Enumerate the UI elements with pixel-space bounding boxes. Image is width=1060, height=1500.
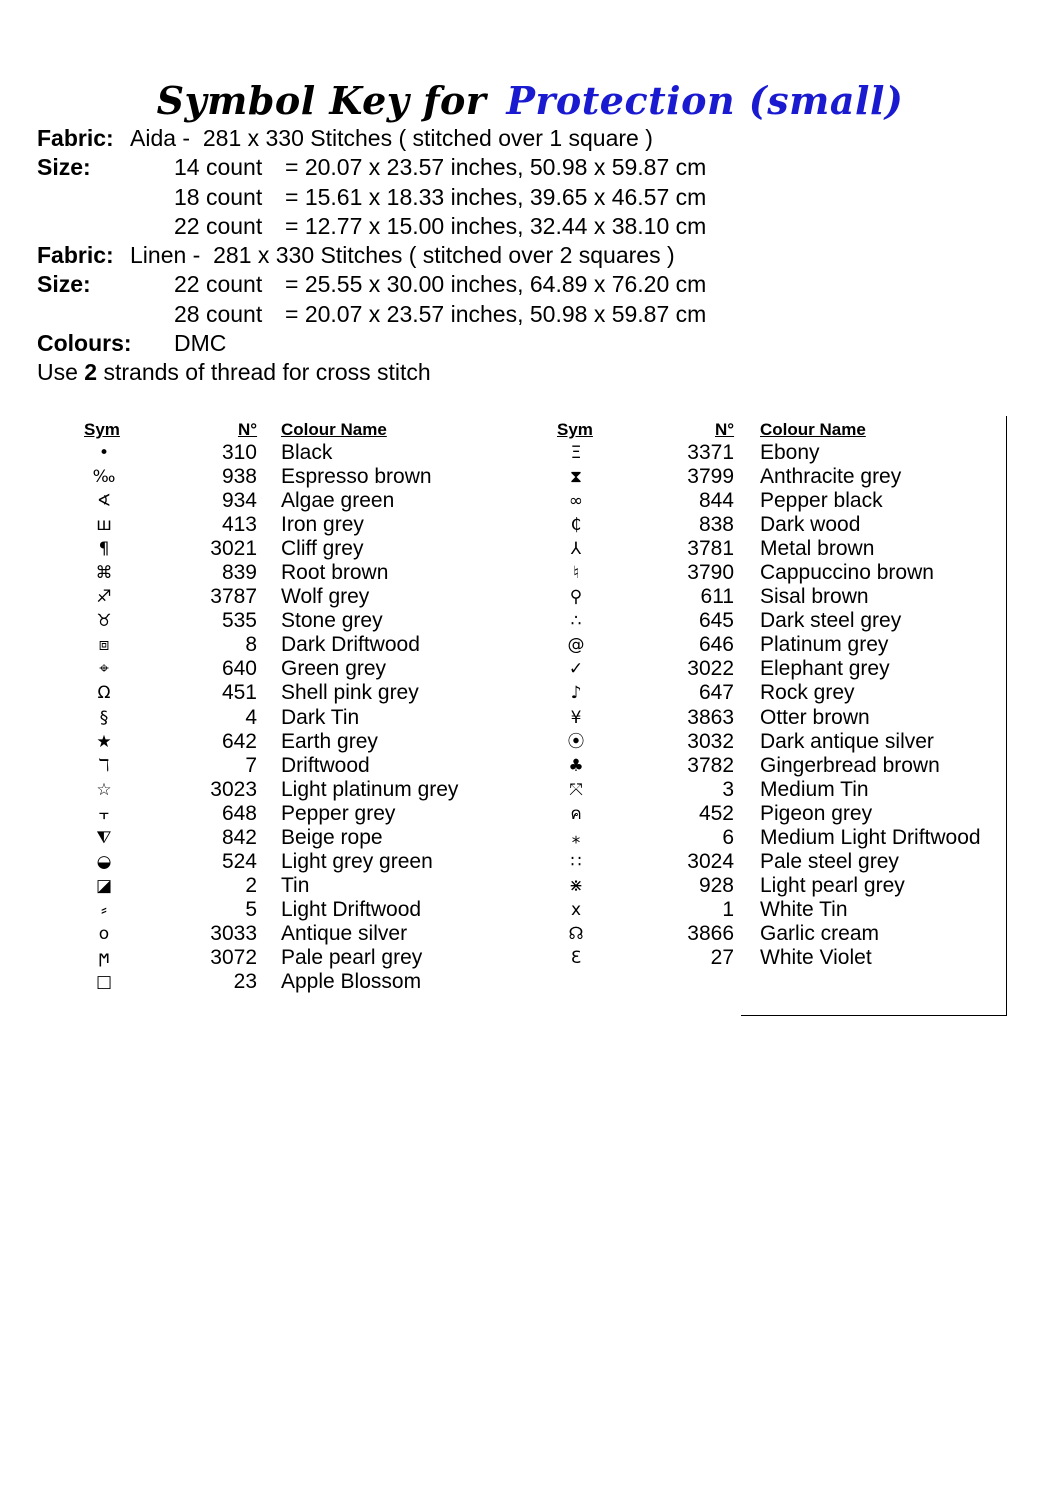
symbol-glyph: ‰ — [92, 467, 116, 488]
size-dims: = 25.55 x 30.00 inches, 64.89 x 76.20 cm — [285, 271, 707, 298]
symbol-glyph: ℸ — [98, 755, 110, 776]
fabric-label: Fabric: — [37, 242, 114, 269]
symbol-glyph: ◪ — [95, 875, 113, 896]
colour-name: Dark steel grey — [760, 609, 902, 633]
size-count: 22 count — [174, 212, 263, 239]
dmc-number: 27 — [710, 945, 734, 969]
colour-name: White Tin — [760, 897, 848, 921]
colour-name: Earth grey — [281, 729, 378, 753]
dmc-number: 3866 — [687, 921, 734, 945]
symbol-glyph: ⧈ — [98, 635, 110, 656]
page-title — [0, 78, 1060, 124]
dmc-number: 5 — [245, 897, 257, 921]
dmc-number: 2 — [245, 873, 257, 897]
colour-name: Rock grey — [760, 681, 855, 705]
colour-name: Medium Tin — [760, 777, 869, 801]
symbol-glyph: ⧨ — [96, 827, 112, 848]
colour-name: Espresso brown — [281, 465, 432, 489]
colour-name: Light Driftwood — [281, 897, 422, 921]
colour-name: Dark Tin — [281, 705, 360, 729]
symbol-glyph: x — [570, 899, 582, 920]
dmc-number: 3781 — [687, 537, 734, 561]
symbol-glyph: § — [99, 707, 109, 728]
symbol-glyph: ⧗ — [570, 467, 582, 488]
symbol-glyph: • — [98, 443, 110, 463]
dmc-number: 934 — [221, 489, 257, 513]
dmc-number: 8 — [245, 633, 257, 657]
symbol-glyph: ⁎ — [571, 827, 581, 848]
symbol-glyph: ₵ — [570, 515, 582, 536]
dmc-number: 451 — [221, 681, 257, 705]
dmc-number: 3787 — [210, 585, 257, 609]
colour-name: Sisal brown — [760, 585, 869, 609]
dmc-number: 611 — [700, 585, 734, 609]
dmc-number: 3072 — [210, 945, 257, 969]
colour-name: Medium Light Driftwood — [760, 825, 981, 849]
pattern-name: Protection (small) — [506, 78, 904, 123]
symbol-glyph: ✓ — [568, 659, 584, 680]
symbol-glyph: ☆ — [96, 779, 112, 800]
colour-name: Metal brown — [760, 537, 875, 561]
dmc-number: 640 — [221, 657, 257, 681]
colour-name: White Violet — [760, 945, 872, 969]
symbol-glyph: Ω — [97, 683, 111, 704]
symbol-glyph: Ξ — [570, 443, 582, 463]
symbol-glyph: ♪ — [570, 683, 582, 704]
dmc-number: 1 — [722, 897, 734, 921]
dmc-number: 646 — [698, 633, 734, 657]
colour-name: Light pearl grey — [760, 873, 905, 897]
dmc-number: 3024 — [687, 849, 734, 873]
right-sym-header: Sym — [557, 420, 593, 439]
symbol-glyph: ¶ — [98, 539, 110, 560]
dmc-number: 839 — [221, 561, 257, 585]
dmc-number: 3033 — [210, 921, 257, 945]
right-name-header: Colour Name — [760, 420, 866, 439]
symbol-glyph: ¥ — [570, 707, 582, 728]
dmc-number: 938 — [221, 465, 257, 489]
dmc-number: 3863 — [687, 705, 734, 729]
table-border-bottom — [741, 1015, 1007, 1016]
symbol-glyph: ค — [570, 803, 582, 824]
symbol-glyph: ∞ — [568, 491, 584, 512]
dmc-number: 452 — [698, 801, 734, 825]
dmc-number: 3782 — [687, 753, 734, 777]
left-sym-header: Sym — [84, 420, 120, 439]
colour-name: Pepper grey — [281, 801, 396, 825]
dmc-number: 413 — [221, 513, 257, 537]
size-dims: = 20.07 x 23.57 inches, 50.98 x 59.87 cm — [285, 300, 707, 327]
colour-name: Light platinum grey — [281, 777, 459, 801]
dmc-number: 3371 — [687, 441, 734, 464]
colour-name: Apple Blossom — [281, 970, 422, 994]
strands-note: Use 2 strands of thread for cross stitch — [37, 359, 431, 386]
colour-name: Dark wood — [760, 513, 861, 537]
dmc-number: 4 — [245, 705, 257, 729]
colour-name: Cliff grey — [281, 537, 364, 561]
dmc-number: 23 — [233, 970, 257, 994]
dmc-number: 3799 — [687, 465, 734, 489]
dmc-number: 3032 — [687, 729, 734, 753]
colour-name: Black — [281, 441, 333, 464]
symbol-glyph: ◒ — [96, 851, 112, 872]
colour-name: Green grey — [281, 657, 387, 681]
symbol-glyph: ∢ — [96, 491, 112, 512]
symbol-glyph: ⫟ — [98, 803, 110, 824]
colour-name: Garlic cream — [760, 921, 880, 945]
dmc-number: 3 — [722, 777, 734, 801]
symbol-glyph: ϻ — [98, 947, 110, 968]
colours-value: DMC — [174, 330, 227, 357]
symbol-glyph: ⋇ — [568, 875, 584, 896]
colour-name: Shell pink grey — [281, 681, 419, 705]
symbol-glyph: ⸗ — [101, 899, 107, 920]
dmc-number: 645 — [698, 609, 734, 633]
dmc-number: 6 — [722, 825, 734, 849]
symbol-glyph: ∷ — [570, 851, 582, 872]
colour-name: Platinum grey — [760, 633, 889, 657]
colour-name: Elephant grey — [760, 657, 890, 681]
size-dims: = 12.77 x 15.00 inches, 32.44 x 38.10 cm — [285, 212, 707, 239]
dmc-number: 524 — [221, 849, 257, 873]
size-label: Size: — [37, 271, 91, 298]
colour-name: Ebony — [760, 441, 820, 464]
dmc-number: 310 — [221, 441, 257, 464]
symbol-glyph: ш — [96, 515, 112, 536]
dmc-number: 647 — [698, 681, 734, 705]
symbol-glyph: ♐ — [96, 587, 112, 608]
colour-name: Anthracite grey — [760, 465, 902, 489]
symbol-glyph: Ɛ — [570, 947, 582, 968]
table-border-right — [1006, 416, 1007, 1016]
dmc-number: 928 — [698, 873, 734, 897]
symbol-glyph: @ — [567, 635, 585, 656]
symbol-glyph: □ — [95, 972, 113, 993]
dmc-number: 842 — [221, 825, 257, 849]
symbol-glyph: ⅄ — [570, 539, 582, 560]
size-count: 28 count — [174, 300, 263, 327]
colour-name: Beige rope — [281, 825, 383, 849]
colour-name: Dark Driftwood — [281, 633, 420, 657]
symbol-glyph: ∴ — [570, 611, 582, 632]
colour-name: Pale pearl grey — [281, 945, 423, 969]
symbol-glyph: ⌘ — [95, 563, 113, 584]
fabric-label: Fabric: — [37, 125, 114, 151]
left-name-header: Colour Name — [281, 420, 387, 439]
colour-name: Otter brown — [760, 705, 870, 729]
colour-name: Tin — [281, 873, 310, 897]
size-dims: = 20.07 x 23.57 inches, 50.98 x 59.87 cm — [285, 154, 707, 181]
dmc-number: 3021 — [210, 537, 257, 561]
dmc-number: 3023 — [210, 777, 257, 801]
colour-name: Dark antique silver — [760, 729, 934, 753]
colour-name: Root brown — [281, 561, 389, 585]
colour-name: Stone grey — [281, 609, 383, 633]
symbol-glyph: o — [98, 923, 110, 944]
symbol-glyph: ⌖ — [99, 659, 109, 680]
colour-name: Iron grey — [281, 513, 364, 537]
dmc-number: 3022 — [687, 657, 734, 681]
symbol-glyph: ⦿ — [567, 731, 585, 752]
colour-name: Pepper black — [760, 489, 883, 513]
size-label: Size: — [37, 154, 91, 181]
size-count: 14 count — [174, 154, 263, 181]
aida-fabric-text: Aida - 281 x 330 Stitches ( stitched over 1 square ) — [130, 125, 653, 151]
strands-count: 2 — [84, 359, 98, 386]
colour-name: Gingerbread brown — [760, 753, 940, 777]
symbol-glyph: ☊ — [568, 923, 584, 944]
size-count: 22 count — [174, 271, 263, 298]
symbol-glyph: ♮ — [572, 563, 580, 584]
symbol-glyph: ♣ — [568, 755, 584, 776]
colour-name: Cappuccino brown — [760, 561, 934, 585]
size-count: 18 count — [174, 183, 263, 210]
dmc-number: 838 — [698, 513, 734, 537]
title-prefix: Symbol Key for — [156, 78, 487, 123]
dmc-number: 7 — [245, 753, 257, 777]
colour-name: Antique silver — [281, 921, 408, 945]
linen-fabric-text: Linen - 281 x 330 Stitches ( stitched over 2 squares ) — [130, 242, 675, 269]
dmc-number: 648 — [221, 801, 257, 825]
colours-label: Colours: — [37, 330, 132, 357]
dmc-number: 844 — [698, 489, 734, 513]
colour-name: Pigeon grey — [760, 801, 873, 825]
colour-name: Driftwood — [281, 753, 370, 777]
symbol-glyph: ⚲ — [569, 587, 583, 608]
symbol-glyph: ♉ — [96, 611, 112, 632]
symbol-glyph: ⤧ — [569, 779, 583, 800]
symbol-glyph: ★ — [96, 731, 112, 752]
dmc-number: 3790 — [687, 561, 734, 585]
fabric-info — [37, 124, 707, 388]
left-num-header: N° — [238, 420, 258, 439]
colour-name: Wolf grey — [281, 585, 370, 609]
dmc-number: 535 — [221, 609, 257, 633]
dmc-number: 642 — [221, 729, 257, 753]
right-num-header: N° — [715, 420, 735, 439]
size-dims: = 15.61 x 18.33 inches, 39.65 x 46.57 cm — [285, 183, 707, 210]
colour-name: Light grey green — [281, 849, 433, 873]
colour-name: Algae green — [281, 489, 395, 513]
colour-name: Pale steel grey — [760, 849, 899, 873]
